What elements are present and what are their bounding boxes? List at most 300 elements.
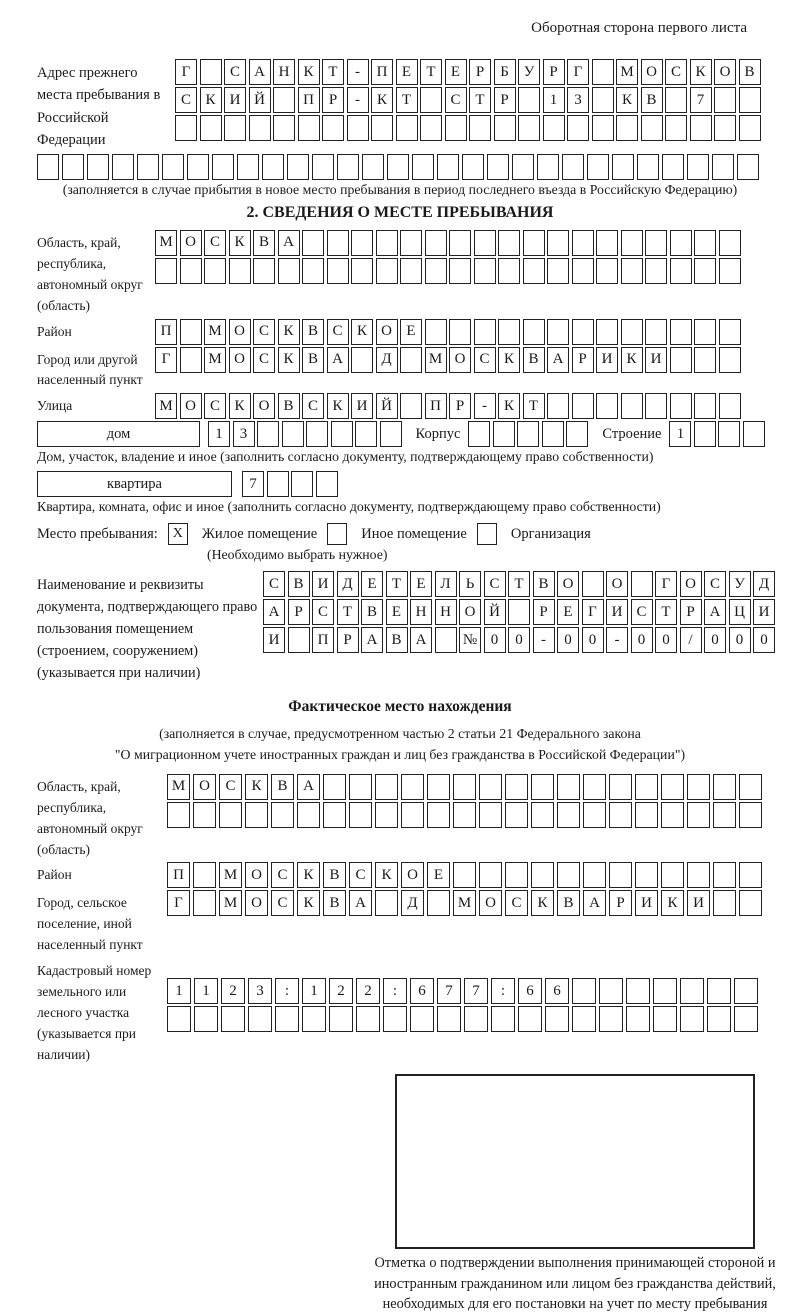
char-cell[interactable]: : <box>383 978 407 1004</box>
char-cell[interactable] <box>583 802 606 828</box>
char-cell[interactable]: С <box>271 862 294 888</box>
char-cell[interactable]: № <box>459 627 481 653</box>
char-cell[interactable] <box>596 258 618 284</box>
char-cell[interactable] <box>435 627 457 653</box>
char-cell[interactable] <box>609 802 632 828</box>
char-cell[interactable] <box>518 115 540 141</box>
char-cell[interactable] <box>245 802 268 828</box>
char-cell[interactable] <box>180 319 202 345</box>
char-cell[interactable] <box>635 862 658 888</box>
char-cell[interactable]: К <box>371 87 393 113</box>
char-cell[interactable] <box>469 115 491 141</box>
char-cell[interactable] <box>273 87 295 113</box>
char-cell[interactable] <box>474 319 496 345</box>
char-cell[interactable] <box>449 230 471 256</box>
char-cell[interactable]: С <box>484 571 506 597</box>
char-cell[interactable]: 1 <box>543 87 565 113</box>
char-cell[interactable]: К <box>245 774 268 800</box>
char-cell[interactable]: Г <box>567 59 589 85</box>
char-cell[interactable] <box>531 802 554 828</box>
char-cell[interactable] <box>427 890 450 916</box>
char-cell[interactable] <box>596 230 618 256</box>
char-cell[interactable] <box>680 978 704 1004</box>
char-cell[interactable] <box>193 890 216 916</box>
char-cell[interactable] <box>302 258 324 284</box>
char-cell[interactable]: 1 <box>194 978 218 1004</box>
char-cell[interactable]: В <box>533 571 555 597</box>
char-cell[interactable] <box>262 154 284 180</box>
char-cell[interactable] <box>665 115 687 141</box>
char-cell[interactable]: П <box>298 87 320 113</box>
char-cell[interactable] <box>375 774 398 800</box>
char-cell[interactable] <box>412 154 434 180</box>
char-cell[interactable]: М <box>219 862 242 888</box>
char-cell[interactable] <box>719 258 741 284</box>
char-cell[interactable] <box>641 115 663 141</box>
char-cell[interactable]: Р <box>288 599 310 625</box>
char-cell[interactable] <box>200 115 222 141</box>
char-cell[interactable]: В <box>323 862 346 888</box>
char-cell[interactable]: 0 <box>704 627 726 653</box>
char-cell[interactable]: К <box>351 319 373 345</box>
char-cell[interactable]: С <box>445 87 467 113</box>
char-cell[interactable]: - <box>347 59 369 85</box>
char-cell[interactable]: И <box>687 890 710 916</box>
char-cell[interactable] <box>653 978 677 1004</box>
char-cell[interactable] <box>347 115 369 141</box>
char-cell[interactable]: 3 <box>233 421 255 447</box>
char-cell[interactable] <box>351 258 373 284</box>
char-cell[interactable] <box>719 393 741 419</box>
char-cell[interactable]: С <box>263 571 285 597</box>
char-cell[interactable] <box>596 393 618 419</box>
char-cell[interactable]: С <box>175 87 197 113</box>
char-cell[interactable] <box>327 230 349 256</box>
char-cell[interactable] <box>400 230 422 256</box>
char-cell[interactable]: С <box>704 571 726 597</box>
char-cell[interactable]: : <box>491 978 515 1004</box>
char-cell[interactable] <box>401 774 424 800</box>
char-cell[interactable] <box>609 862 632 888</box>
char-cell[interactable] <box>572 258 594 284</box>
char-cell[interactable]: С <box>204 230 226 256</box>
char-cell[interactable] <box>739 802 762 828</box>
char-cell[interactable]: А <box>278 230 300 256</box>
char-cell[interactable]: М <box>425 347 447 373</box>
char-cell[interactable]: Г <box>655 571 677 597</box>
char-cell[interactable] <box>291 471 313 497</box>
char-cell[interactable] <box>537 154 559 180</box>
char-cell[interactable]: 0 <box>508 627 530 653</box>
char-cell[interactable]: Р <box>609 890 632 916</box>
char-cell[interactable] <box>547 319 569 345</box>
char-cell[interactable]: 1 <box>302 978 326 1004</box>
char-cell[interactable] <box>687 154 709 180</box>
char-cell[interactable] <box>599 1006 623 1032</box>
char-cell[interactable]: Е <box>361 571 383 597</box>
char-cell[interactable]: О <box>376 319 398 345</box>
char-cell[interactable] <box>498 319 520 345</box>
char-cell[interactable]: В <box>641 87 663 113</box>
char-cell[interactable]: В <box>361 599 383 625</box>
char-cell[interactable] <box>267 471 289 497</box>
char-cell[interactable]: 6 <box>518 978 542 1004</box>
char-cell[interactable]: В <box>271 774 294 800</box>
char-cell[interactable] <box>331 421 353 447</box>
char-cell[interactable] <box>653 1006 677 1032</box>
char-cell[interactable] <box>356 1006 380 1032</box>
char-cell[interactable]: О <box>714 59 736 85</box>
char-cell[interactable] <box>275 1006 299 1032</box>
char-cell[interactable] <box>376 230 398 256</box>
char-cell[interactable] <box>464 1006 488 1032</box>
char-cell[interactable]: К <box>229 230 251 256</box>
char-cell[interactable] <box>175 115 197 141</box>
char-cell[interactable]: Д <box>753 571 775 597</box>
char-cell[interactable]: О <box>459 599 481 625</box>
char-cell[interactable]: К <box>297 890 320 916</box>
char-cell[interactable] <box>224 115 246 141</box>
char-cell[interactable] <box>587 154 609 180</box>
char-cell[interactable]: С <box>665 59 687 85</box>
char-cell[interactable] <box>583 774 606 800</box>
char-cell[interactable] <box>712 154 734 180</box>
char-cell[interactable]: Е <box>410 571 432 597</box>
char-cell[interactable]: Т <box>386 571 408 597</box>
char-cell[interactable]: О <box>557 571 579 597</box>
char-cell[interactable]: А <box>327 347 349 373</box>
char-cell[interactable]: С <box>253 347 275 373</box>
char-cell[interactable] <box>302 230 324 256</box>
char-cell[interactable] <box>449 319 471 345</box>
char-cell[interactable] <box>468 421 490 447</box>
char-cell[interactable] <box>297 802 320 828</box>
char-cell[interactable] <box>282 421 304 447</box>
char-cell[interactable] <box>425 258 447 284</box>
char-cell[interactable]: А <box>361 627 383 653</box>
char-cell[interactable] <box>420 87 442 113</box>
char-cell[interactable]: К <box>278 347 300 373</box>
char-cell[interactable] <box>302 1006 326 1032</box>
char-cell[interactable] <box>621 230 643 256</box>
char-cell[interactable] <box>87 154 109 180</box>
residential-checkbox[interactable]: X <box>168 523 188 545</box>
char-cell[interactable]: А <box>547 347 569 373</box>
char-cell[interactable]: Е <box>396 59 418 85</box>
char-cell[interactable]: К <box>616 87 638 113</box>
char-cell[interactable]: 6 <box>410 978 434 1004</box>
char-cell[interactable] <box>707 978 731 1004</box>
char-cell[interactable]: О <box>606 571 628 597</box>
char-cell[interactable] <box>453 774 476 800</box>
char-cell[interactable]: Н <box>435 599 457 625</box>
char-cell[interactable]: Е <box>445 59 467 85</box>
char-cell[interactable]: В <box>302 347 324 373</box>
char-cell[interactable] <box>498 230 520 256</box>
char-cell[interactable] <box>288 627 310 653</box>
char-cell[interactable]: 0 <box>753 627 775 653</box>
char-cell[interactable]: 3 <box>248 978 272 1004</box>
char-cell[interactable] <box>327 258 349 284</box>
char-cell[interactable]: О <box>401 862 424 888</box>
char-cell[interactable]: А <box>410 627 432 653</box>
char-cell[interactable]: А <box>583 890 606 916</box>
char-cell[interactable]: С <box>505 890 528 916</box>
char-cell[interactable] <box>592 87 614 113</box>
char-cell[interactable] <box>449 258 471 284</box>
char-cell[interactable] <box>180 258 202 284</box>
char-cell[interactable]: К <box>297 862 320 888</box>
char-cell[interactable]: А <box>263 599 285 625</box>
char-cell[interactable]: О <box>479 890 502 916</box>
char-cell[interactable] <box>237 154 259 180</box>
char-cell[interactable] <box>714 87 736 113</box>
char-cell[interactable] <box>680 1006 704 1032</box>
char-cell[interactable]: 0 <box>582 627 604 653</box>
char-cell[interactable]: Е <box>386 599 408 625</box>
char-cell[interactable]: Р <box>449 393 471 419</box>
char-cell[interactable]: К <box>200 87 222 113</box>
char-cell[interactable]: Т <box>337 599 359 625</box>
char-cell[interactable]: 2 <box>356 978 380 1004</box>
char-cell[interactable]: А <box>249 59 271 85</box>
char-cell[interactable] <box>572 319 594 345</box>
char-cell[interactable]: Т <box>469 87 491 113</box>
char-cell[interactable] <box>479 862 502 888</box>
char-cell[interactable] <box>479 774 502 800</box>
char-cell[interactable]: И <box>753 599 775 625</box>
char-cell[interactable]: Ц <box>729 599 751 625</box>
char-cell[interactable]: / <box>680 627 702 653</box>
char-cell[interactable]: М <box>616 59 638 85</box>
char-cell[interactable]: В <box>288 571 310 597</box>
char-cell[interactable] <box>523 319 545 345</box>
char-cell[interactable] <box>371 115 393 141</box>
char-cell[interactable] <box>462 154 484 180</box>
char-cell[interactable] <box>273 115 295 141</box>
char-cell[interactable] <box>453 862 476 888</box>
char-cell[interactable] <box>322 115 344 141</box>
char-cell[interactable] <box>249 115 271 141</box>
char-cell[interactable] <box>687 774 710 800</box>
char-cell[interactable] <box>387 154 409 180</box>
char-cell[interactable]: 2 <box>221 978 245 1004</box>
char-cell[interactable] <box>670 258 692 284</box>
char-cell[interactable]: В <box>253 230 275 256</box>
char-cell[interactable] <box>694 421 716 447</box>
char-cell[interactable] <box>193 862 216 888</box>
char-cell[interactable] <box>645 258 667 284</box>
char-cell[interactable] <box>194 1006 218 1032</box>
char-cell[interactable]: А <box>349 890 372 916</box>
char-cell[interactable]: 1 <box>167 978 191 1004</box>
char-cell[interactable]: С <box>204 393 226 419</box>
char-cell[interactable] <box>474 230 496 256</box>
char-cell[interactable]: Б <box>494 59 516 85</box>
char-cell[interactable] <box>661 802 684 828</box>
char-cell[interactable]: С <box>219 774 242 800</box>
char-cell[interactable]: У <box>518 59 540 85</box>
char-cell[interactable]: 7 <box>690 87 712 113</box>
char-cell[interactable] <box>694 393 716 419</box>
char-cell[interactable] <box>612 154 634 180</box>
char-cell[interactable] <box>621 393 643 419</box>
char-cell[interactable] <box>616 115 638 141</box>
char-cell[interactable]: О <box>253 393 275 419</box>
char-cell[interactable]: М <box>155 230 177 256</box>
char-cell[interactable]: В <box>323 890 346 916</box>
char-cell[interactable]: И <box>312 571 334 597</box>
char-cell[interactable] <box>687 862 710 888</box>
char-cell[interactable] <box>707 1006 731 1032</box>
char-cell[interactable] <box>167 1006 191 1032</box>
char-cell[interactable] <box>219 802 242 828</box>
char-cell[interactable] <box>631 571 653 597</box>
char-cell[interactable] <box>512 154 534 180</box>
char-cell[interactable] <box>719 347 741 373</box>
char-cell[interactable]: М <box>167 774 190 800</box>
char-cell[interactable] <box>719 230 741 256</box>
char-cell[interactable] <box>425 319 447 345</box>
char-cell[interactable]: С <box>312 599 334 625</box>
char-cell[interactable]: Г <box>167 890 190 916</box>
char-cell[interactable] <box>187 154 209 180</box>
char-cell[interactable] <box>316 471 338 497</box>
char-cell[interactable] <box>180 347 202 373</box>
char-cell[interactable]: О <box>245 890 268 916</box>
char-cell[interactable] <box>572 1006 596 1032</box>
char-cell[interactable]: Р <box>680 599 702 625</box>
char-cell[interactable] <box>557 802 580 828</box>
char-cell[interactable] <box>694 258 716 284</box>
char-cell[interactable] <box>410 1006 434 1032</box>
char-cell[interactable]: 1 <box>669 421 691 447</box>
char-cell[interactable]: М <box>204 347 226 373</box>
char-cell[interactable]: И <box>263 627 285 653</box>
char-cell[interactable] <box>518 87 540 113</box>
char-cell[interactable]: 0 <box>729 627 751 653</box>
char-cell[interactable] <box>547 393 569 419</box>
char-cell[interactable]: П <box>371 59 393 85</box>
char-cell[interactable]: Т <box>322 59 344 85</box>
char-cell[interactable]: К <box>298 59 320 85</box>
char-cell[interactable]: О <box>449 347 471 373</box>
char-cell[interactable] <box>542 421 564 447</box>
char-cell[interactable]: Н <box>273 59 295 85</box>
char-cell[interactable]: К <box>278 319 300 345</box>
char-cell[interactable]: В <box>739 59 761 85</box>
char-cell[interactable]: Т <box>523 393 545 419</box>
char-cell[interactable]: 3 <box>567 87 589 113</box>
char-cell[interactable] <box>112 154 134 180</box>
char-cell[interactable]: Р <box>533 599 555 625</box>
char-cell[interactable] <box>306 421 328 447</box>
char-cell[interactable] <box>713 890 736 916</box>
char-cell[interactable] <box>637 154 659 180</box>
char-cell[interactable] <box>665 87 687 113</box>
char-cell[interactable]: Р <box>494 87 516 113</box>
char-cell[interactable]: К <box>327 393 349 419</box>
char-cell[interactable] <box>204 258 226 284</box>
char-cell[interactable] <box>531 862 554 888</box>
char-cell[interactable] <box>517 421 539 447</box>
char-cell[interactable]: И <box>635 890 658 916</box>
char-cell[interactable] <box>248 1006 272 1032</box>
char-cell[interactable]: - <box>347 87 369 113</box>
char-cell[interactable] <box>193 802 216 828</box>
char-cell[interactable]: 0 <box>655 627 677 653</box>
char-cell[interactable] <box>737 154 759 180</box>
char-cell[interactable]: В <box>278 393 300 419</box>
char-cell[interactable] <box>400 347 422 373</box>
char-cell[interactable] <box>271 802 294 828</box>
char-cell[interactable]: К <box>661 890 684 916</box>
char-cell[interactable] <box>694 347 716 373</box>
char-cell[interactable] <box>583 862 606 888</box>
char-cell[interactable] <box>523 230 545 256</box>
char-cell[interactable]: 0 <box>631 627 653 653</box>
char-cell[interactable] <box>445 115 467 141</box>
char-cell[interactable] <box>479 802 502 828</box>
char-cell[interactable] <box>420 115 442 141</box>
char-cell[interactable]: Р <box>572 347 594 373</box>
char-cell[interactable]: М <box>155 393 177 419</box>
char-cell[interactable]: М <box>219 890 242 916</box>
char-cell[interactable]: Т <box>420 59 442 85</box>
char-cell[interactable]: В <box>386 627 408 653</box>
char-cell[interactable] <box>493 421 515 447</box>
char-cell[interactable] <box>739 774 762 800</box>
char-cell[interactable]: С <box>302 393 324 419</box>
char-cell[interactable] <box>543 115 565 141</box>
char-cell[interactable]: Д <box>401 890 424 916</box>
char-cell[interactable] <box>661 862 684 888</box>
char-cell[interactable] <box>739 115 761 141</box>
char-cell[interactable] <box>567 115 589 141</box>
char-cell[interactable] <box>167 802 190 828</box>
char-cell[interactable] <box>662 154 684 180</box>
char-cell[interactable]: О <box>180 230 202 256</box>
char-cell[interactable]: И <box>224 87 246 113</box>
char-cell[interactable] <box>355 421 377 447</box>
char-cell[interactable]: В <box>557 890 580 916</box>
char-cell[interactable] <box>425 230 447 256</box>
char-cell[interactable]: Й <box>484 599 506 625</box>
char-cell[interactable]: - <box>606 627 628 653</box>
char-cell[interactable] <box>645 230 667 256</box>
char-cell[interactable]: Р <box>543 59 565 85</box>
char-cell[interactable] <box>557 774 580 800</box>
char-cell[interactable]: И <box>606 599 628 625</box>
char-cell[interactable]: Г <box>582 599 604 625</box>
char-cell[interactable] <box>487 154 509 180</box>
char-cell[interactable]: Г <box>155 347 177 373</box>
char-cell[interactable]: 1 <box>208 421 230 447</box>
char-cell[interactable] <box>694 230 716 256</box>
char-cell[interactable] <box>491 1006 515 1032</box>
char-cell[interactable]: С <box>474 347 496 373</box>
char-cell[interactable] <box>37 154 59 180</box>
char-cell[interactable]: 6 <box>545 978 569 1004</box>
char-cell[interactable]: П <box>312 627 334 653</box>
char-cell[interactable] <box>592 115 614 141</box>
char-cell[interactable]: О <box>641 59 663 85</box>
char-cell[interactable] <box>566 421 588 447</box>
char-cell[interactable]: Е <box>400 319 422 345</box>
char-cell[interactable]: О <box>680 571 702 597</box>
char-cell[interactable] <box>253 258 275 284</box>
char-cell[interactable] <box>734 978 758 1004</box>
